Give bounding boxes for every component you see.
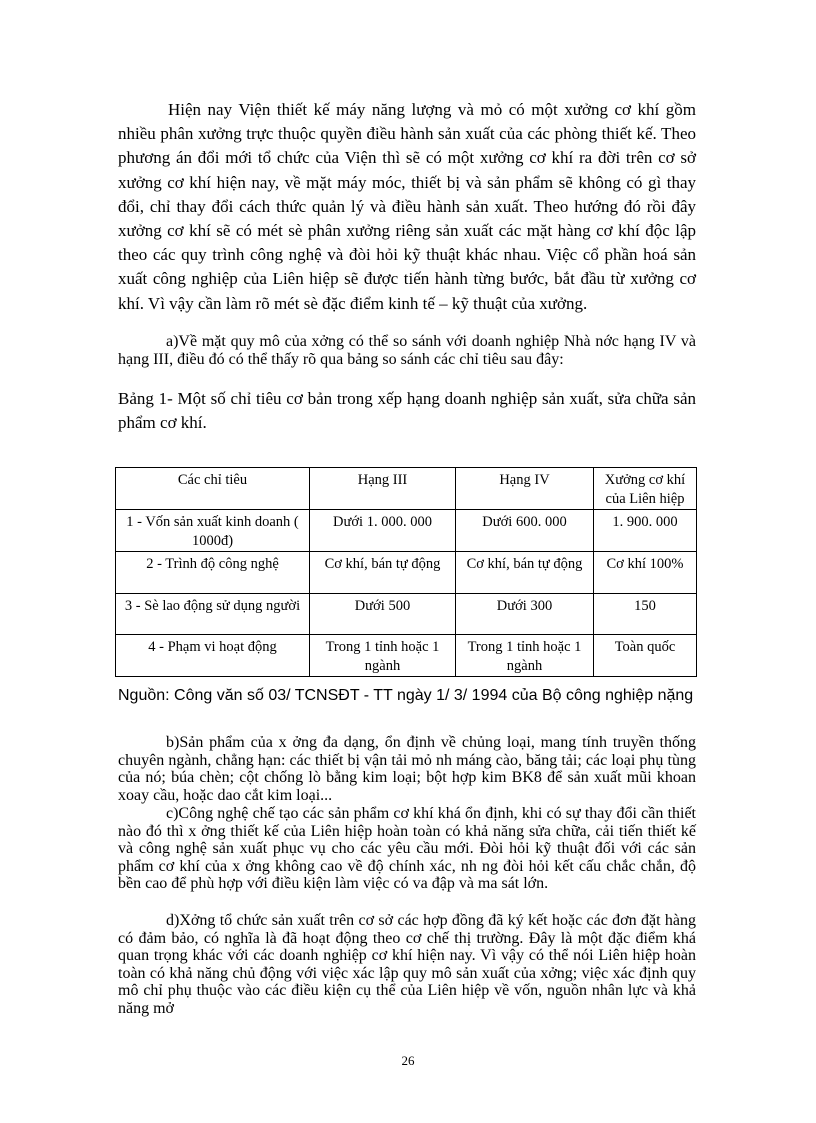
table-header-row — [116, 468, 697, 510]
table-cell: Dưới 500 — [310, 594, 456, 635]
table-cell: Cơ khí, bán tự động — [456, 552, 594, 594]
table-cell: Toàn quốc — [594, 635, 697, 677]
page-number: 26 — [401, 1053, 415, 1068]
table-cell: Dưới 600. 000 — [456, 510, 594, 552]
table-row — [116, 552, 697, 594]
table-header-cell: Xưởng cơ khí của Liên hiệp — [594, 468, 697, 510]
table-source: Nguồn: Công văn số 03/ TCNSĐT - TT ngày 1/ 3/ 1994 của Bộ công nghiệp nặng — [118, 687, 694, 704]
table-cell: Cơ khí, bán tự động — [310, 552, 456, 594]
table-cell: 4 - Phạm vi hoạt động — [116, 635, 310, 677]
paragraph-b: b)Sản phẩm của x ởng đa dạng, ổn định về chủng loại, mang tính truyền thống chuyên ngành, chẳng hạn: các thiết bị vận tải mỏ nh máng cào, băng tải; các loại phụ tùng của nó; búa chèn; cột chống lò bằng kim loại; bột hợp kim BK8 để sản xuất mũi khoan xoay cầu, hoặc dao cắt kim loại... — [118, 734, 696, 804]
paragraph-c: c)Công nghệ chế tạo các sản phẩm cơ khí khá ổn định, khi có sự thay đổi cần thiết nào đó thì x ởng thiết kế của Liên hiệp hoàn toàn có khả năng sửa chữa, cải tiến thiết kế và công nghệ sản xuất phục vụ cho các yêu cầu mới. Đòi hỏi kỹ thuật đối với các sản phẩm cơ khí của x ởng không cao về độ chính xác, nh ng đòi hỏi kết cấu chắc chắn, độ bền cao để phù hợp với điều kiện làm việc có va đập và ma sát lớn. — [118, 805, 696, 893]
table-cell: 150 — [594, 594, 697, 635]
table-cell: 1. 900. 000 — [594, 510, 697, 552]
table-cell: Dưới 300 — [456, 594, 594, 635]
table-cell: 1 - Vốn sản xuất kinh doanh ( 1000đ) — [116, 510, 310, 552]
table-row — [116, 594, 697, 635]
table-cell: 3 - Sè lao động sử dụng người — [116, 594, 310, 635]
table-cell: Trong 1 tỉnh hoặc 1 ngành — [310, 635, 456, 677]
table-row — [116, 635, 697, 677]
table-caption: Bảng 1- Một số chỉ tiêu cơ bản trong xếp hạng doanh nghiệp sản xuất, sửa chữa sản phẩm cơ khí. — [118, 389, 696, 432]
table-header-cell: Các chỉ tiêu — [116, 468, 310, 510]
table-cell: Cơ khí 100% — [594, 552, 697, 594]
paragraph-a: a)Về mặt quy mô của xởng có thể so sánh với doanh nghiệp Nhà nớc hạng IV và hạng III, điều đó có thể thấy rõ qua bảng so sánh các chỉ tiêu sau đây: — [118, 333, 696, 368]
intro-paragraph: Hiện nay Viện thiết kế máy năng lượng và mỏ có một xưởng cơ khí gồm nhiều phân xưởng trực thuộc quyền điều hành sản xuất của các phòng thiết kế. Theo phương án đổi mới tổ chức của Viện thì sẽ có một xưởng cơ khí ra đời trên cơ sở xưởng cơ khí hiện nay, về mặt máy móc, thiết bị và sản phẩm sẽ không có gì thay đổi, chỉ thay đổi cách thức quản lý và điều hành sản xuất. Theo hướng đó rồi đây xưởng cơ khí sẽ có mét sè phân xưởng riêng sản xuất các mặt hàng cơ khí độc lập theo các quy trình công nghệ và đòi hỏi kỹ thuật khác nhau. Việc cổ phần hoá sản xuất công nghiệp của Liên hiệp sẽ được tiến hành từng bước, bắt đầu từ xưởng cơ khí. Vì vậy cần làm rõ mét sè đặc điểm kinh tế – kỹ thuật của xưởng. — [118, 100, 696, 313]
table-cell: Trong 1 tỉnh hoặc 1 ngành — [456, 635, 594, 677]
table-header-cell: Hạng IV — [456, 468, 594, 510]
table-cell: 2 - Trình độ công nghệ — [116, 552, 310, 594]
paragraph-d: d)Xởng tổ chức sản xuất trên cơ sở các hợp đồng đã ký kết hoặc các đơn đặt hàng có đảm bảo, có nghĩa là đã hoạt động theo cơ chế thị trường. Đây là một đặc điểm khá quan trọng khác với các doanh nghiệp cơ khí hiện nay. Vì vậy có thể nói Liên hiệp hoàn toàn có khả năng chủ động với việc xác lập quy mô sản xuất của xởng; việc xác định quy mô chỉ phụ thuộc vào các điều kiện cụ thể của Liên hiệp về vốn, nguồn nhân lực và khả năng mở — [118, 912, 696, 1017]
table-header-cell: Hạng III — [310, 468, 456, 510]
table-cell: Dưới 1. 000. 000 — [310, 510, 456, 552]
table-row — [116, 510, 697, 552]
comparison-table — [115, 467, 697, 677]
